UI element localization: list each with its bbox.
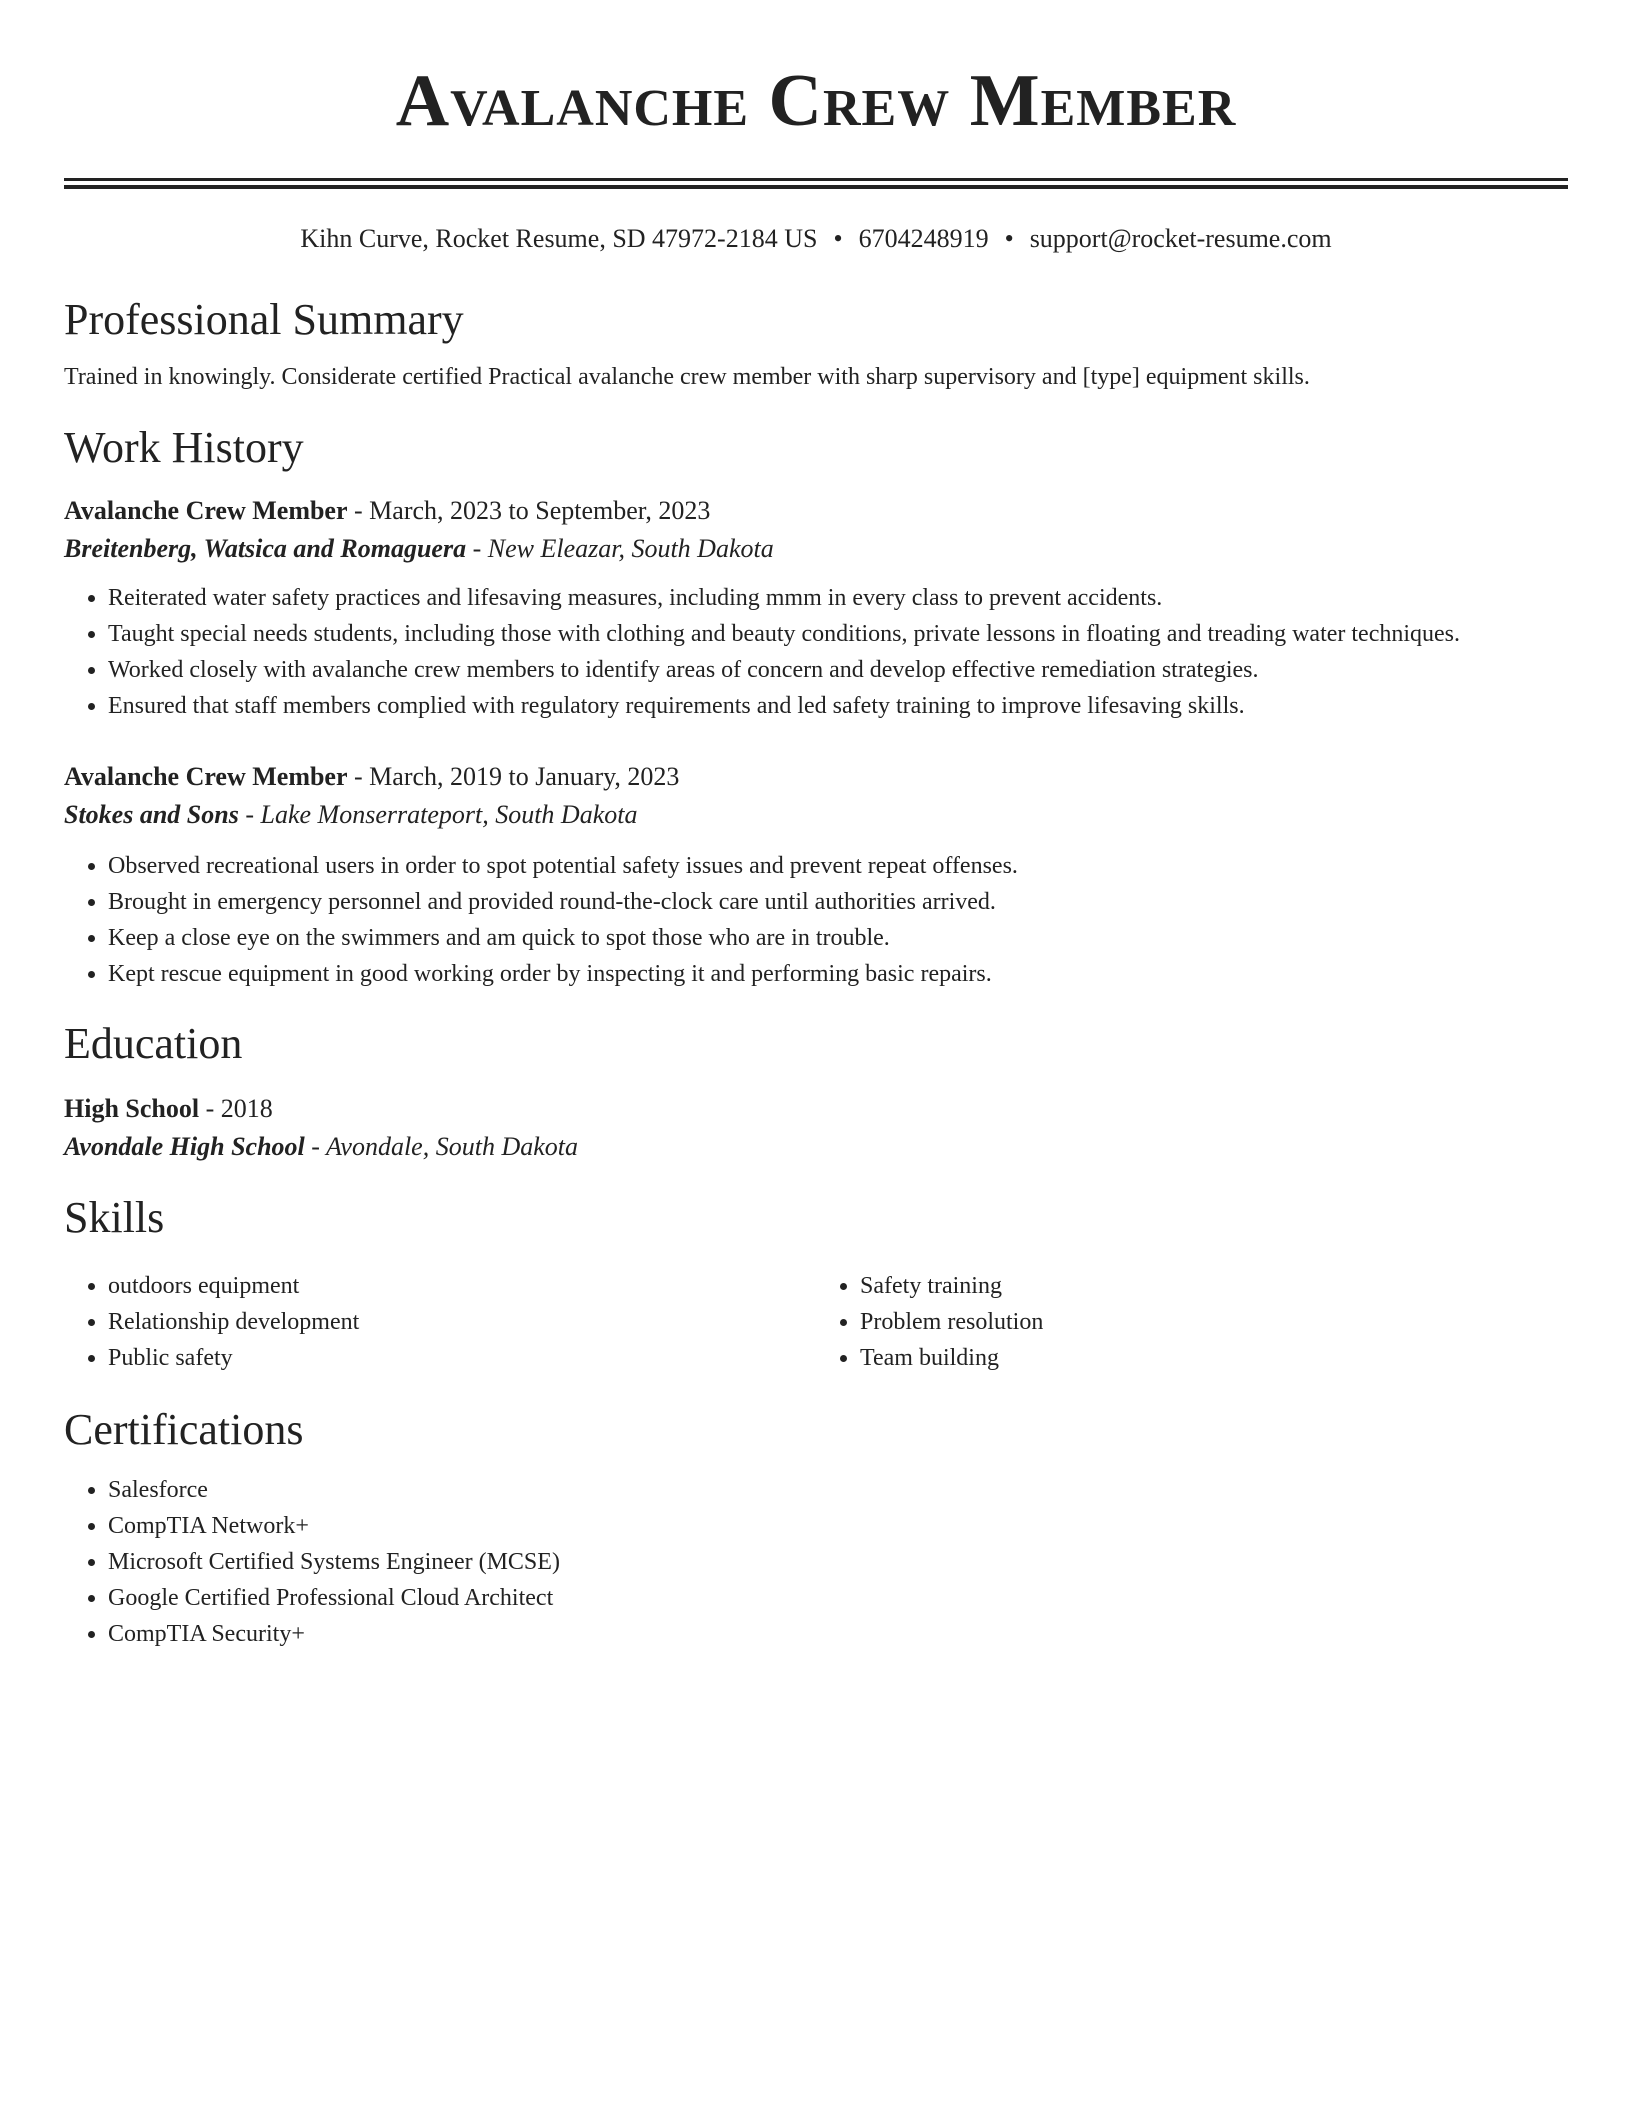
job-bullet: • Keep a close eye on the swimmers and am quick to spot those who are in trouble. (108, 920, 1568, 956)
education-degree-line (64, 1090, 1568, 1128)
resume-title: Avalanche Crew Member (395, 60, 1237, 142)
education-entry (64, 1090, 1568, 1166)
job-bullet: • Worked closely with avalanche crew members to identify areas of concern and develop effective remediation strategies. (108, 652, 1568, 688)
skill-item: • outdoors equipment (108, 1268, 816, 1304)
job-location: - Lake Monserrateport, South Dakota (238, 800, 638, 829)
job-bullet: • Taught special needs students, including those with clothing and beauty conditions, private lessons in floating and treading water techniques. (108, 616, 1568, 652)
certification-item: • Microsoft Certified Systems Engineer (MCSE) (108, 1544, 1568, 1580)
skill-item: • Safety training (860, 1268, 1568, 1304)
job-location: - New Eleazar, South Dakota (466, 534, 774, 563)
job-dates: - March, 2023 to September, 2023 (347, 496, 711, 525)
education-school: Avondale High School (64, 1132, 305, 1161)
section-heading-education: Education (64, 1019, 243, 1068)
skills-list-left (64, 1268, 816, 1376)
skill-item: • Relationship development (108, 1304, 816, 1340)
skills-columns (64, 1268, 1568, 1376)
job-entry (64, 492, 1568, 724)
job-title-line (64, 758, 1568, 796)
certification-item: • Google Certified Professional Cloud Architect (108, 1580, 1568, 1616)
job-entry (64, 758, 1568, 992)
job-company-line (64, 530, 1568, 568)
skill-item: • Public safety (108, 1340, 816, 1376)
certifications-list (64, 1472, 1568, 1652)
certifications-block (64, 1472, 1568, 1652)
job-bullet: • Observed recreational users in order to spot potential safety issues and prevent repeat offenses. (108, 848, 1568, 884)
contact-phone: 6704248919 (858, 224, 989, 253)
skill-item: • Problem resolution (860, 1304, 1568, 1340)
certification-item: • CompTIA Security+ (108, 1616, 1568, 1652)
contact-line (64, 222, 1568, 256)
job-company: Breitenberg, Watsica and Romaguera (64, 534, 467, 563)
job-company: Stokes and Sons (64, 800, 239, 829)
job-title-line (64, 492, 1568, 530)
section-heading-work-history: Work History (64, 423, 304, 472)
job-dates: - March, 2019 to January, 2023 (347, 762, 680, 791)
title-double-rule (64, 178, 1568, 189)
job-bullet-list (64, 580, 1568, 724)
section-heading-skills: Skills (64, 1193, 165, 1242)
contact-separator: • (1004, 224, 1014, 253)
section-heading-certifications: Certifications (64, 1405, 304, 1454)
education-year: - 2018 (199, 1094, 273, 1123)
section-heading-summary: Professional Summary (64, 295, 464, 344)
certification-item: • Salesforce (108, 1472, 1568, 1508)
skill-item: • Team building (860, 1340, 1568, 1376)
job-bullet: • Brought in emergency personnel and provided round-the-clock care until authorities arrived. (108, 884, 1568, 920)
job-bullet: • Kept rescue equipment in good working order by inspecting it and performing basic repairs. (108, 956, 1568, 992)
job-bullet: • Reiterated water safety practices and lifesaving measures, including mmm in every class to prevent accidents. (108, 580, 1568, 616)
skills-list-right (816, 1268, 1568, 1376)
job-bullet-list (64, 848, 1568, 992)
job-title: Avalanche Crew Member (64, 762, 348, 791)
job-bullet: • Ensured that staff members complied with regulatory requirements and led safety training to improve lifesaving skills. (108, 688, 1568, 724)
education-location: - Avondale, South Dakota (304, 1132, 578, 1161)
job-title: Avalanche Crew Member (64, 496, 348, 525)
contact-separator: • (833, 224, 843, 253)
contact-email: support@rocket-resume.com (1029, 224, 1332, 253)
summary-text: Trained in knowingly. Considerate certified Practical avalanche crew member with sharp supervisory and [type] equipment skills. (64, 364, 1310, 390)
contact-address: Kihn Curve, Rocket Resume, SD 47972-2184 US (300, 224, 818, 253)
certification-item: • CompTIA Network+ (108, 1508, 1568, 1544)
education-school-line (64, 1128, 1568, 1166)
job-company-line (64, 796, 1568, 834)
education-degree: High School (64, 1094, 200, 1123)
